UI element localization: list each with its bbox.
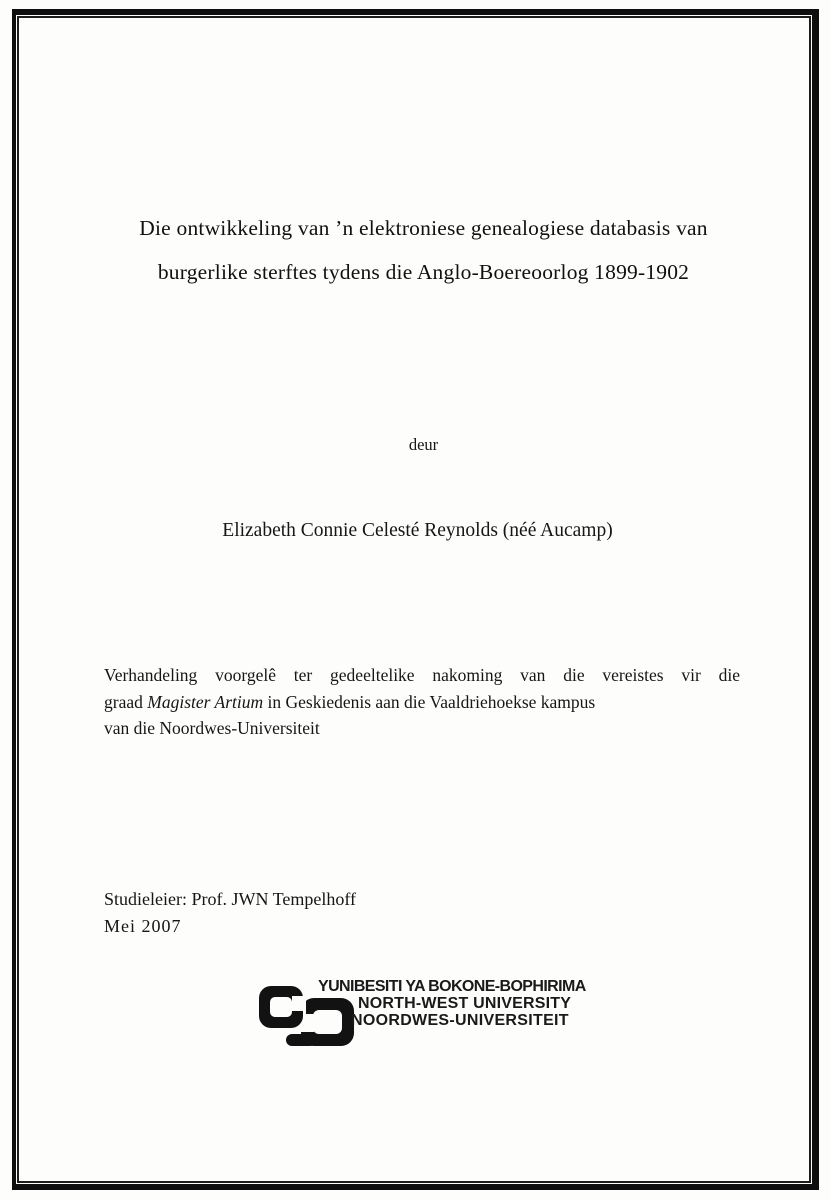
thesis-title [8, 206, 831, 294]
supervisor-line: Studieleier: Prof. JWN Tempelhoff [104, 889, 357, 909]
degree-name-italic: Magister Artium [147, 691, 264, 712]
supervisor-block [104, 886, 356, 939]
author-name: Elizabeth Connie Celesté Reynolds (néé Aucamp) [222, 520, 613, 541]
university-logo-text [318, 978, 586, 1029]
thesis-statement-line3: van die Noordwes-Universiteit [104, 718, 320, 738]
statement-line2-prefix: graad [104, 691, 148, 712]
logo-line-afrikaans: NOORDWES-UNIVERSITEIT [351, 1012, 569, 1029]
thesis-statement [104, 662, 740, 742]
thesis-statement-line2 [104, 689, 740, 716]
university-logo [254, 978, 584, 1058]
thesis-statement-line1: Verhandeling voorgelê ter gedeeltelike nakoming van die vereistes vir die [104, 665, 740, 685]
thesis-title-line2: burgerlike sterftes tydens die Anglo-Boereoorlog 1899-1902 [157, 260, 690, 284]
logo-line-english: NORTH-WEST UNIVERSITY [358, 995, 572, 1012]
byline-label: deur [408, 435, 439, 454]
logo-line-setswana: YUNIBESITI YA BOKONE-BOPHIRIMA [318, 978, 586, 995]
date-line: Mei 2007 [104, 915, 182, 936]
statement-line2-suffix: in Geskiedenis aan die Vaaldriehoekse kampus [263, 691, 596, 712]
thesis-title-line1: Die ontwikkeling van ’n elektroniese genealogiese databasis van [139, 216, 708, 240]
